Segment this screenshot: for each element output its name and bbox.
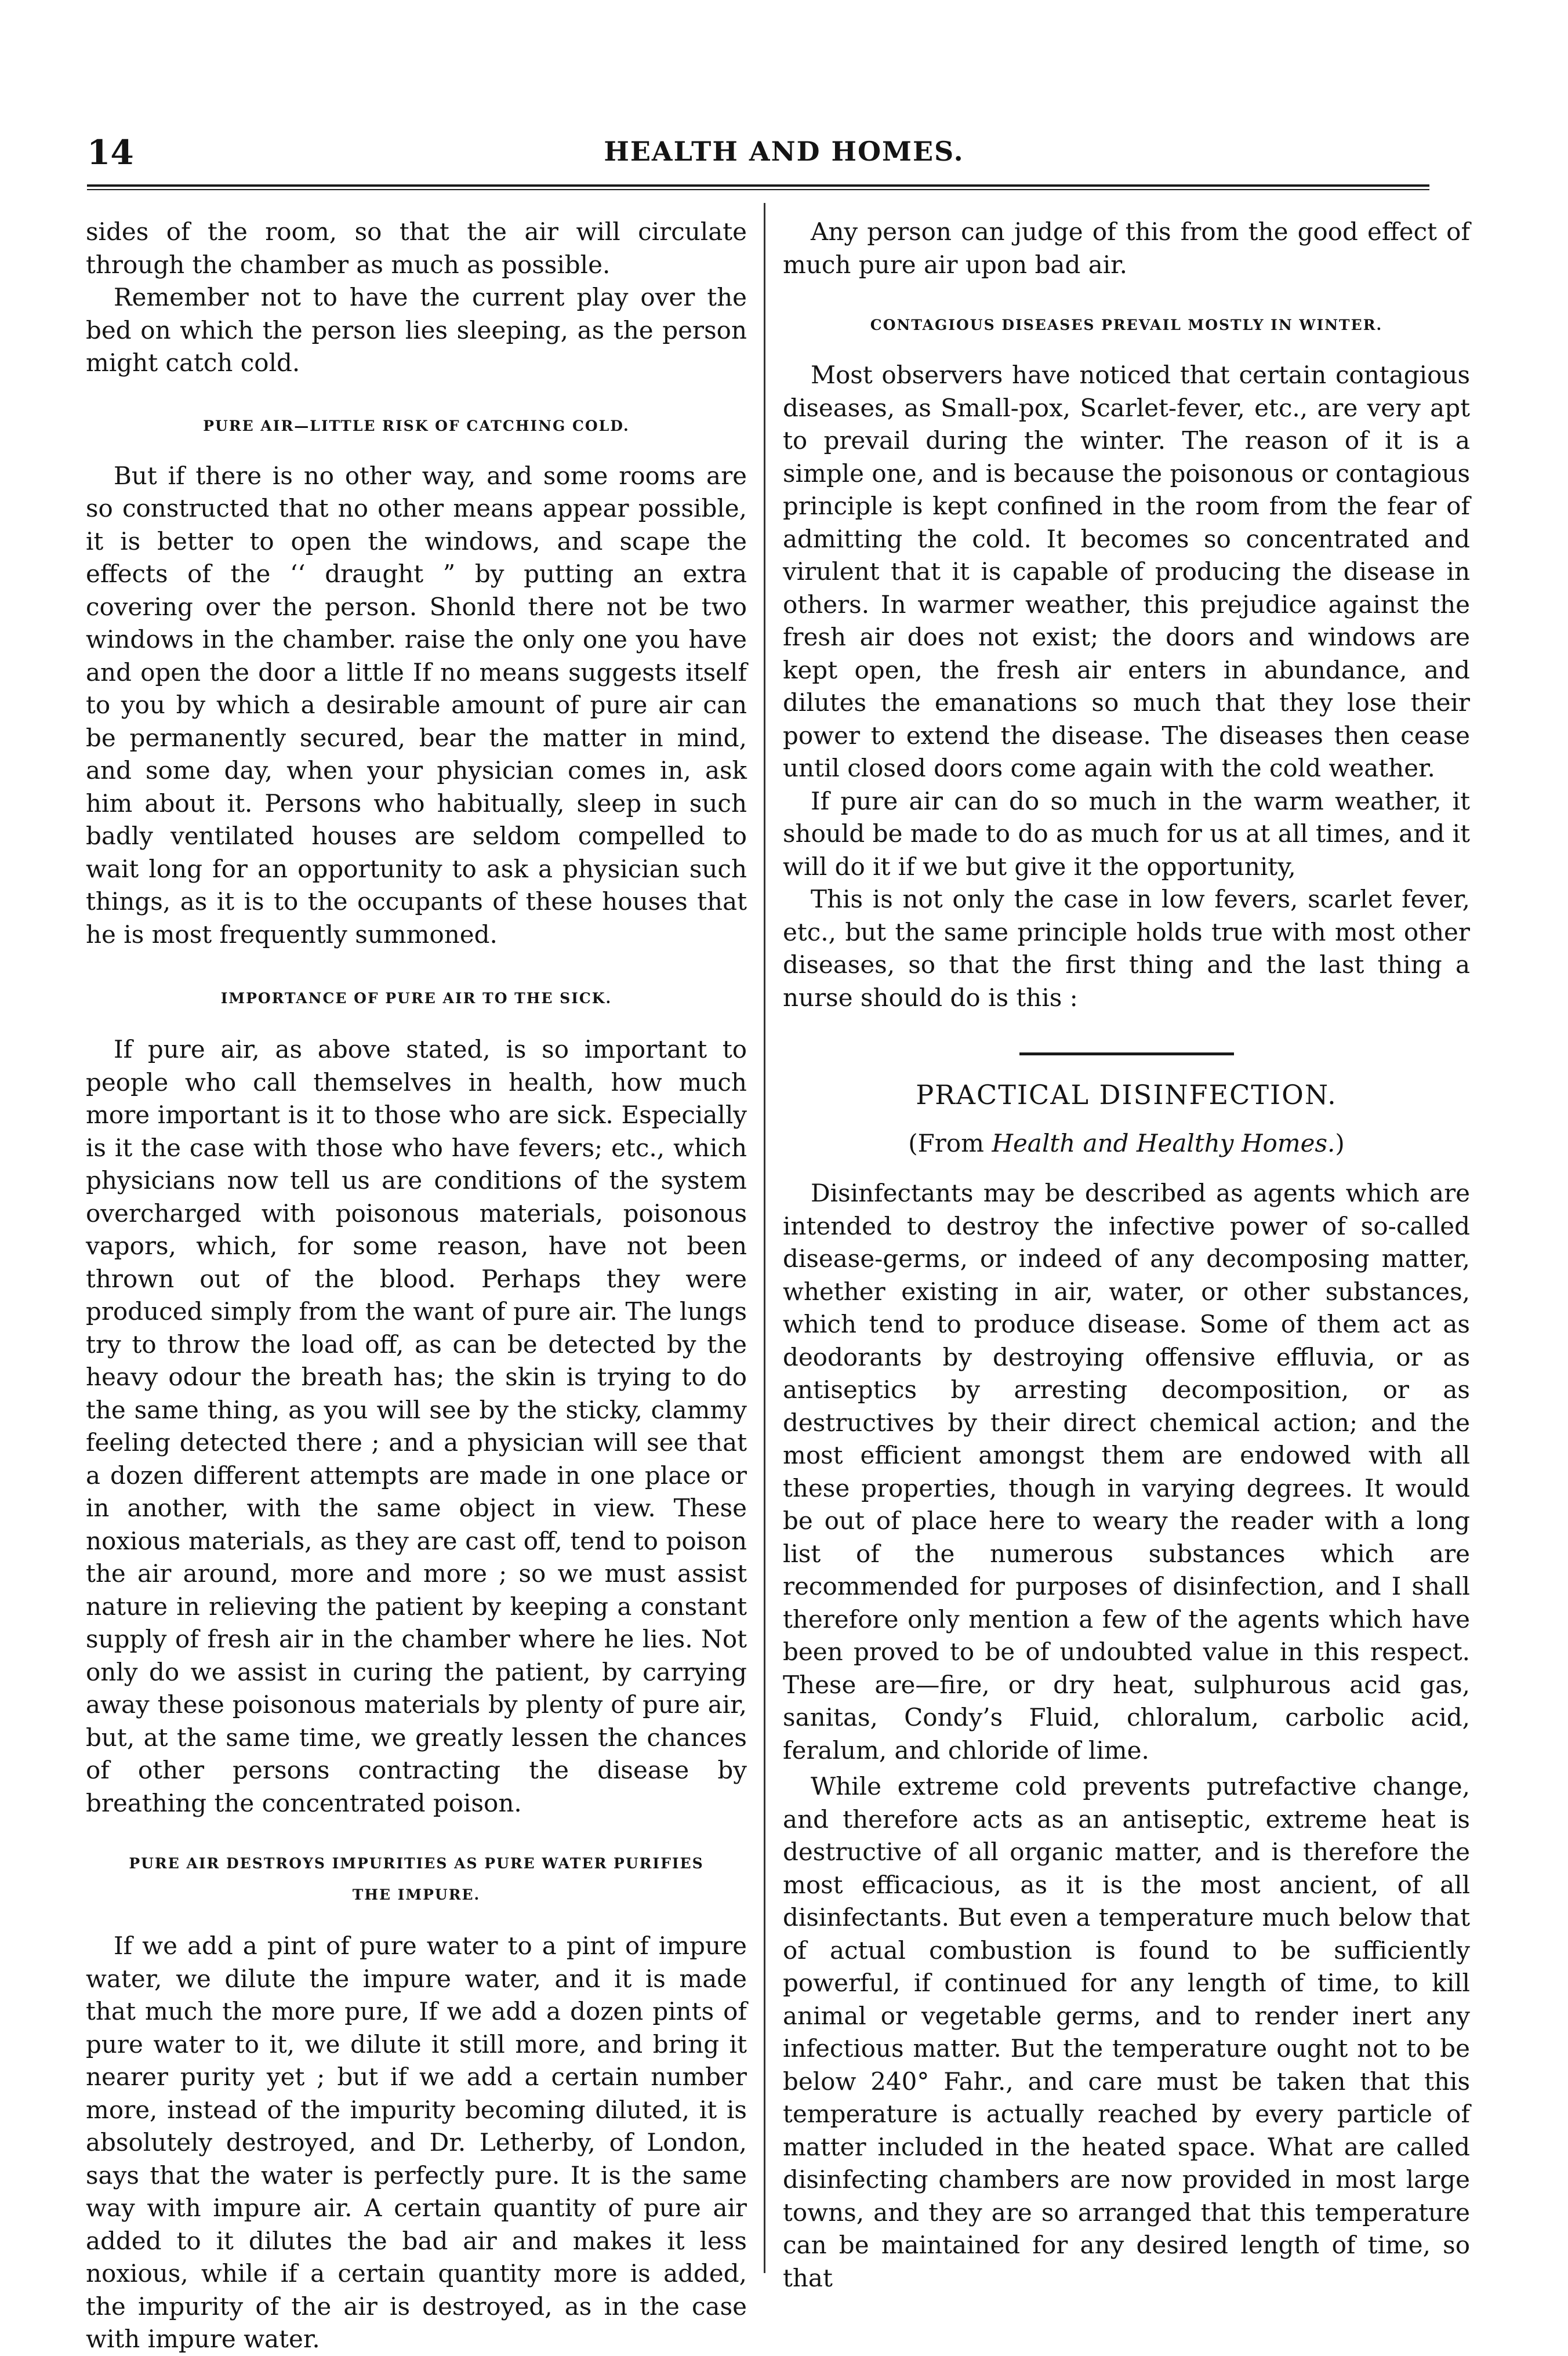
section-divider-rule [1019,1052,1234,1055]
running-title: HEALTH AND HOMES. [604,136,964,167]
section-heading-block [86,1853,747,1905]
paragraph: sides of the room, so that the air will circulate through the chamber as much as possible. [86,217,747,279]
paragraph: Remember not to have the current play over the bed on which the person lies sleeping, as the person might catch cold. [86,283,747,377]
article-title: PRACTICAL DISINFECTION. [916,1079,1337,1110]
paragraph: While extreme cold prevents putrefactive change, and therefore acts as an antiseptic, extreme heat is destructive of all organic matter, and is therefore the most efficacious, as it is the most ancient, of all disinfectants. But even a temperature much below that of actual combustion is found to be sufficiently powerful, if continued for any length of time, to kill animal or vegetable germs, and to render inert any infectious matter. But the temperature ought not to be below 240° Fahr., and care must be taken that this temperature is actually reached by every particle of matter included in the heated space. What are called disinfecting chambers are now provided in most large towns, and they are so arranged that this temperature can be maintained for any desired length of time, so that [783,1772,1470,2292]
header-rule [87,184,1429,190]
left-column [86,216,747,2356]
section-heading: IMPORTANCE OF PURE AIR TO THE SICK. [220,990,612,1007]
paragraph: This is not only the case in low fevers, scarlet fever, etc., but the same principle holds true with most other diseases, so that the first thing and the last thing a nurse should do is this : [783,885,1470,1012]
paragraph: Disinfectants may be described as agents which are intended to destroy the infective power of so-called disease-germs, or indeed of any decomposing matter, whether existing in air, water, or other substances, which tend to produce disease. Some of them act as deodorants by destroying offensive effluvia, or as antiseptics by arresting decomposition, or as destructives by their direct chemical action; and the most efficient amongst them are endowed with all these properties, though in varying degrees. It would be out of place here to weary the reader with a long list of the numerous substances which are recommended for purposes of disinfection, and I shall therefore only mention a few of the agents which have been proved to be of undoubted value in this respect. These are—fire, or dry heat, sulphurous acid gas, sanitas, Condy’s Fluid, chloralum, carbolic acid, feralum, and chloride of lime. [783,1179,1470,1765]
paragraph: If pure air, as above stated, is so important to people who call themselves in health, how much more important is it to those who are sick. Especially is it the case with those who have fevers; etc., which physicians now tell us are conditions of the system overcharged with poisonous materials, poisonous vapors, which, for some reason, have not been thrown out of the blood. Perhaps they were produced simply from the want of pure air. The lungs try to throw the load off, as can be detected by the heavy odour the breath has; the skin is trying to do the same thing, as you will see by the sticky, clammy feeling detected there ; and a physician will see that a dozen different attempts are made in one place or in another, with the same object in view. These noxious materials, as they are cast off, tend to poison the air around, more and more ; so we must assist nature in relieving the patient by keeping a constant supply of fresh air in the chamber where he lies. Not only do we assist in curing the patient, by carrying away these poisonous materials by plenty of pure air, but, at the same time, we greatly lessen the chances of other persons contracting the disease by breathing the concentrated poison. [86,1035,747,1817]
source-line [783,1127,1470,1160]
source-title: Health and Healthy Homes. [992,1129,1335,1157]
section-heading: CONTAGIOUS DISEASES PREVAIL MOSTLY IN WINTER. [870,317,1383,333]
section-heading: PURE AIR—LITTLE RISK OF CATCHING COLD. [203,417,630,434]
column-divider [764,203,765,2273]
paragraph: If pure air can do so much in the warm weather, it should be made to do as much for us at all times, and it will do it if we but give it the opportunity, [783,786,1470,881]
paragraph: But if there is no other way, and some rooms are so constructed that no other means appear possible, it is better to open the windows, and scape the effects of the ‘‘ draught ” by putting an extra covering over the person. Shonld there not be two windows in the chamber. raise the only one you have and open the door a little If no means suggests itself to you by which a desirable amount of pure air can be permanently secured, bear the matter in mind, and some day, when your physician comes in, ask him about it. Persons who habitually, sleep in such badly ventilated houses are seldom compelled to wait long for an opportunity to ask a physician such things, as it is to the occupants of these houses that he is most frequently summoned. [86,461,747,949]
paragraph: If we add a pint of pure water to a pint of impure water, we dilute the impure water, and it is made that much the more pure, If we add a dozen pints of pure water to it, we dilute it still more, and bring it nearer purity yet ; but if we add a certain number more, instead of the impurity becoming diluted, it is absolutely destroyed, and Dr. Letherby, of London, says that the water is perfectly pure. It is the same way with impure air. A certain quantity of pure air added to it dilutes the bad air and makes it less noxious, while if a certain quantity more is added, the impurity of the air is destroyed, as in the case with impure water. [86,1932,747,2353]
right-column [783,216,1470,2295]
section-heading: PURE AIR DESTROYS IMPURITIES AS PURE WATER PURIFIES [129,1855,704,1872]
page-number: 14 [87,133,134,172]
paragraph: Most observers have noticed that certain contagious diseases, as Small-pox, Scarlet-fever, etc., are very apt to prevail during the winter. The reason of it is a simple one, and is because the poisonous or contagious principle is kept confined in the room from the fear of admitting the cold. It becomes so concentrated and virulent that it is capable of producing the disease in others. In warmer weather, this prejudice against the fresh air does not exist; the doors and windows are kept open, the fresh air enters in abundance, and dilutes the emanations so much that they lose their power to extend the disease. The diseases then cease until closed doors come again with the cold weather. [783,361,1470,782]
source-prefix: (From [908,1129,992,1157]
paragraph: Any person can judge of this from the good effect of much pure air upon bad air. [783,217,1470,279]
section-heading: THE IMPURE. [352,1886,481,1903]
source-suffix: ) [1335,1129,1345,1157]
